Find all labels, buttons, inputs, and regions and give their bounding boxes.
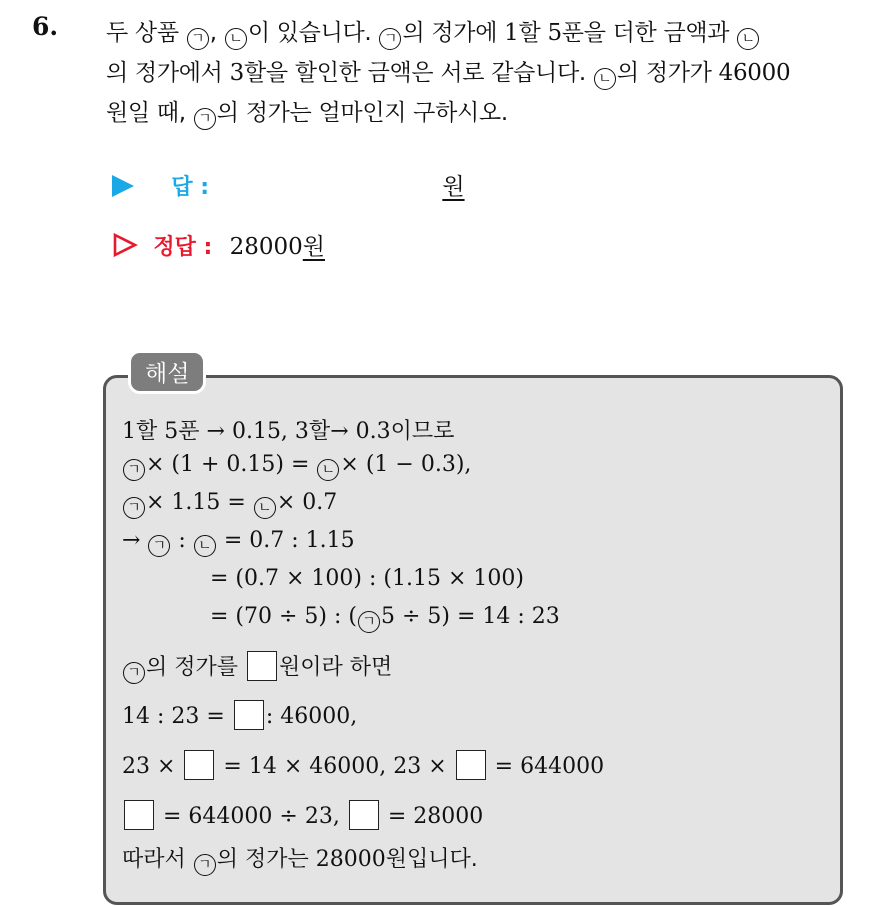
comma: , (209, 20, 217, 46)
correct-answer-unit: 원 (302, 234, 325, 260)
solution-line-2 (122, 452, 471, 481)
answer-unit: 원 (442, 174, 465, 200)
circled-giyeok-symbol: ㄱ (123, 497, 145, 519)
circled-nieun-symbol: ㄴ (317, 459, 339, 481)
math: × (1 − 0.3), (340, 452, 472, 477)
solution-line-6 (210, 604, 560, 633)
circled-giyeok-symbol: ㄱ (194, 854, 216, 876)
blank-box (184, 750, 214, 780)
solution-line-8 (122, 700, 357, 730)
correct-answer-row (112, 228, 325, 261)
math: 5 ÷ 5) = 14 : 23 (381, 604, 560, 629)
question-line-3 (106, 94, 508, 130)
number: 28000 (315, 847, 386, 872)
circled-giyeok-symbol: ㄱ (358, 611, 380, 633)
math: → 0.15, (199, 419, 295, 444)
solution-tab: 해설 (128, 350, 206, 394)
answer-row (112, 168, 465, 201)
question-text: 의 정가에서 (106, 60, 223, 86)
circled-giyeok-symbol: ㄱ (187, 28, 209, 50)
correct-answer-label: 정답 : (153, 235, 213, 260)
math: × 1.15 = (146, 490, 253, 515)
math: → 0.3 (330, 419, 391, 444)
text: 따라서 (122, 847, 186, 872)
circled-nieun-symbol: ㄴ (254, 497, 276, 519)
circled-nieun-symbol: ㄴ (225, 28, 247, 50)
number: 3 (229, 60, 244, 86)
circled-nieun-symbol: ㄴ (737, 28, 759, 50)
math: × 0.7 (276, 490, 338, 515)
solution-line-9 (122, 750, 604, 780)
circled-giyeok-symbol: ㄱ (379, 28, 401, 50)
math: = 0.7 : 1.15 (216, 528, 355, 553)
text: 할 (136, 419, 158, 444)
text: 푼 (178, 419, 200, 444)
blank-box (456, 750, 486, 780)
circled-nieun-symbol: ㄴ (594, 68, 616, 90)
question-text: 이 있습니다. (247, 20, 372, 46)
circled-giyeok-symbol: ㄱ (194, 108, 216, 130)
solution-line-10 (122, 800, 483, 830)
question-line-1 (106, 14, 760, 50)
solution-line-4 (122, 528, 355, 557)
question-text: 의 정가가 (616, 60, 712, 86)
play-triangle-icon (112, 175, 134, 197)
circled-nieun-symbol: ㄴ (194, 535, 216, 557)
math: → (122, 528, 148, 553)
text: 할 (308, 419, 331, 444)
blank-box (234, 700, 264, 730)
text: 이므로 (390, 419, 455, 444)
text: 의 정가는 (216, 847, 309, 872)
question-line-2 (106, 54, 790, 90)
text: 원이라 하면 (279, 655, 393, 680)
blank-box (124, 800, 154, 830)
correct-answer-value: 28000 (229, 234, 303, 260)
question-text: 푼을 더한 금액과 (561, 20, 730, 46)
number: 46000 (718, 60, 791, 86)
number: 5 (547, 20, 562, 46)
circled-giyeok-symbol: ㄱ (123, 459, 145, 481)
math: = 644000 (494, 754, 605, 779)
text: 원입니다. (385, 847, 478, 872)
outline-triangle-icon (112, 232, 138, 258)
question-text: 의 정가는 얼마인지 구하시오. (216, 100, 508, 126)
math: 14 : 23 = (122, 704, 225, 729)
question-text: 할을 할인한 금액은 서로 같습니다. (243, 60, 586, 86)
math: = 644000 ÷ 23, (163, 804, 340, 829)
math: 23 × (122, 754, 176, 779)
solution-line-11 (122, 842, 478, 876)
number: 1 (122, 419, 136, 444)
math: = 14 × 46000, 23 × (223, 754, 447, 779)
math: : (171, 528, 193, 553)
number: 1 (504, 20, 519, 46)
question-text: 두 상품 (106, 20, 179, 46)
solution-line-5: = (0.7 × 100) : (1.15 × 100) (210, 566, 524, 591)
circled-giyeok-symbol: ㄱ (123, 662, 145, 684)
solution-line-7 (122, 650, 392, 684)
number: 5 (164, 419, 179, 444)
question-text: 의 정가에 (402, 20, 498, 46)
circled-giyeok-symbol: ㄱ (148, 535, 170, 557)
blank-box (349, 800, 379, 830)
solution-line-3 (122, 490, 337, 519)
question-text: 원일 때, (106, 100, 186, 126)
math: × (1 + 0.15) = (146, 452, 317, 477)
question-number: 6. (32, 12, 59, 41)
question-text: 할 (518, 20, 541, 46)
math: : 46000, (265, 704, 358, 729)
text: 의 정가를 (146, 655, 239, 680)
math: = (70 ÷ 5) : ( (210, 604, 357, 629)
blank-box (247, 651, 277, 681)
solution-line-1 (122, 414, 454, 445)
math: = 28000 (387, 804, 484, 829)
number: 3 (294, 419, 309, 444)
answer-label: 답 : (171, 175, 210, 200)
